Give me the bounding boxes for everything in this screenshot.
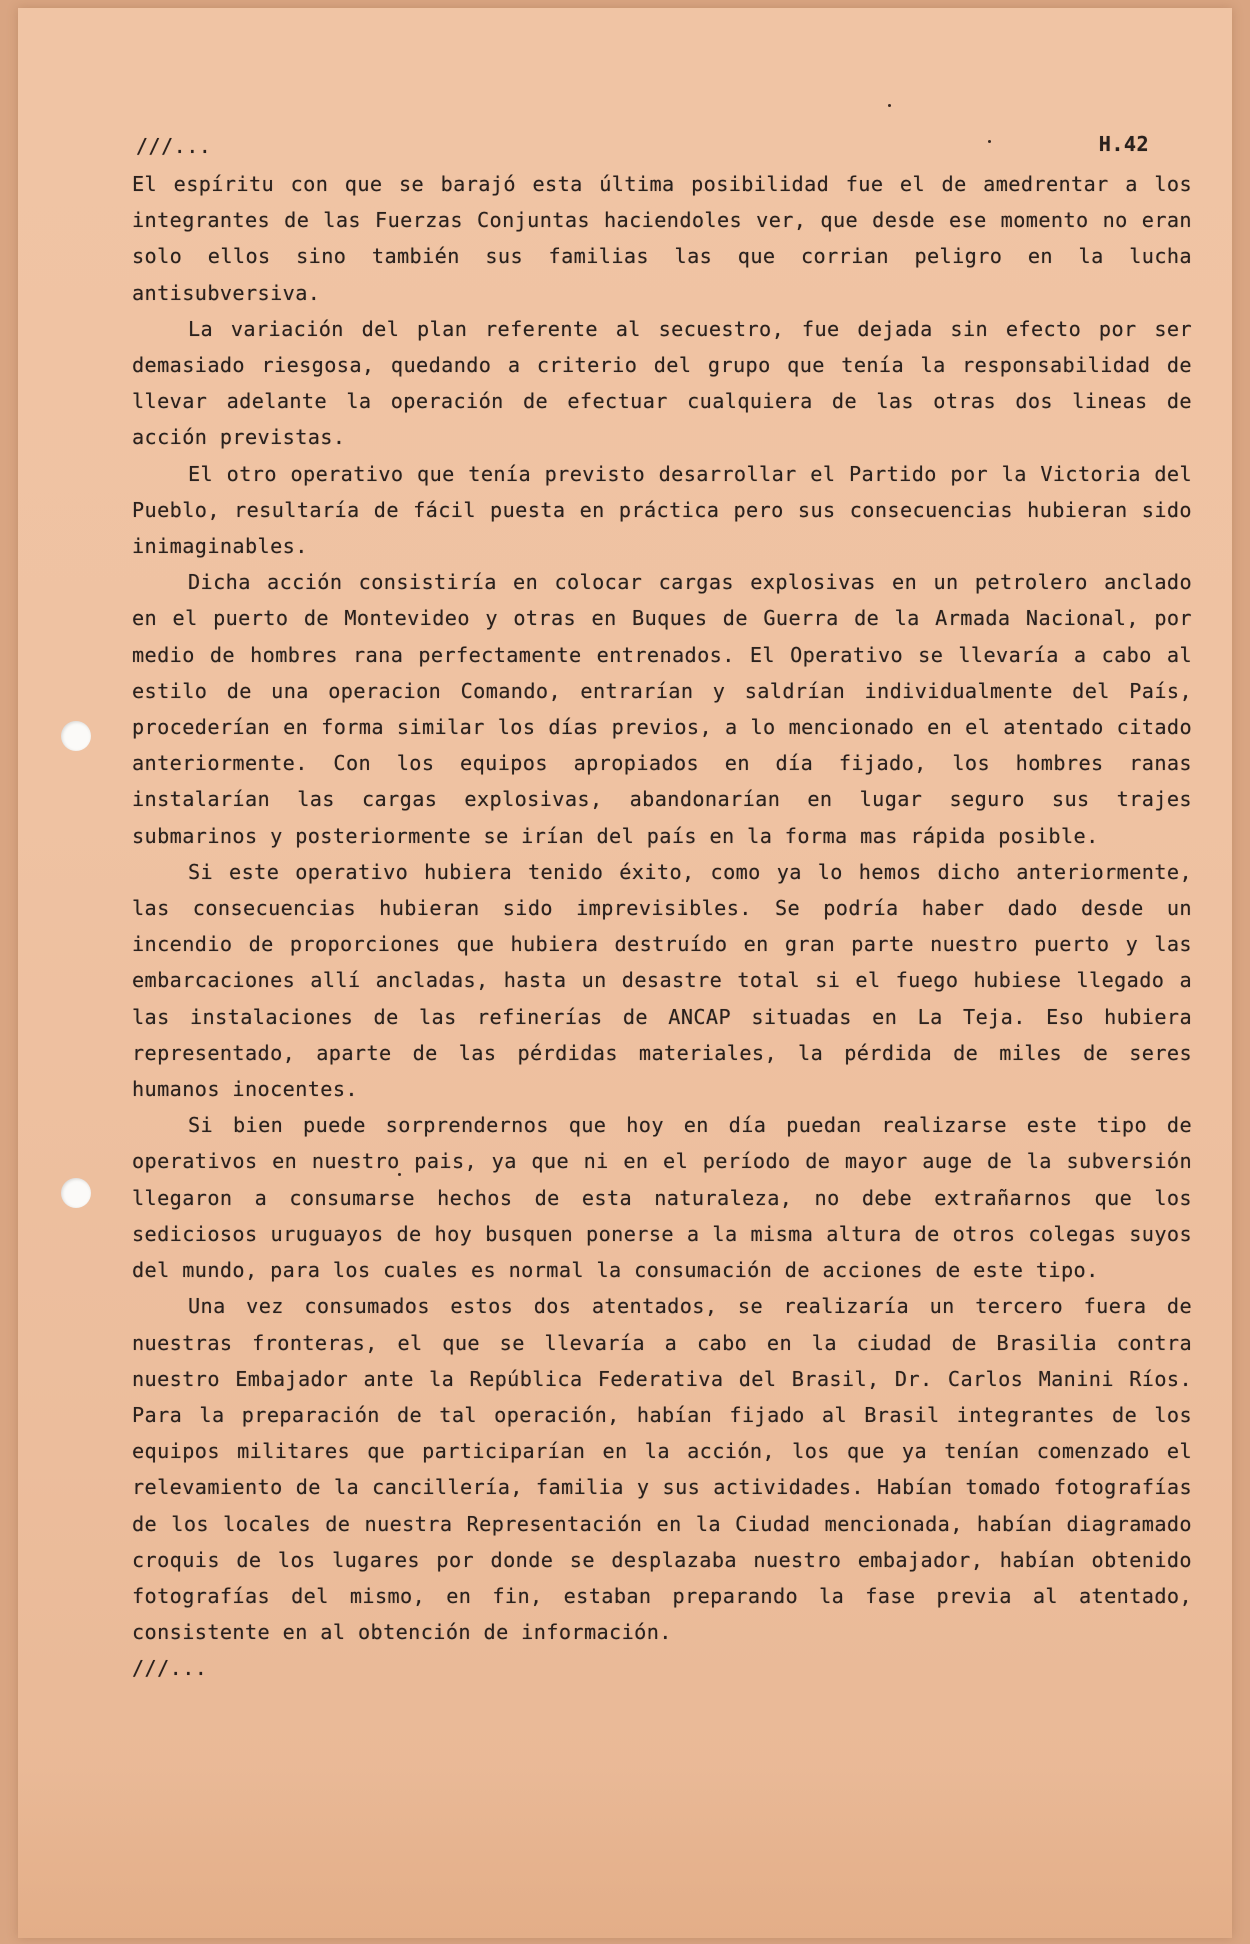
footer-continuation-mark: ///...	[132, 1656, 208, 1681]
punch-hole	[61, 1178, 91, 1208]
paragraph-1: El espíritu con que se barajó esta última posibilidad fue el de amedrentar a los integrantes de las Fuerzas Conjuntas haciendoles ver, que desde ese momento no eran solo ellos sino también sus familias las que corrian peligro en la lucha antisubversiva.	[132, 172, 1192, 305]
paragraph-5: Si este operativo hubiera tenido éxito, como ya lo hemos dicho anteriormente, las consecuencias hubieran sido imprevisibles. Se podría haber dado desde un incendio de proporciones que hubiera destruído en gran parte nuestro puerto y las embarcaciones allí ancladas, hasta un desastre total si el fuego hubiese llegado a las instalaciones de las refinerías de ANCAP situadas en La Teja. Eso hubiera representado, aparte de las pérdidas materiales, la pérdida de miles de seres humanos inocentes.	[132, 859, 1192, 1102]
punch-hole	[61, 721, 91, 751]
paragraph-3: El otro operativo que tenía previsto desarrollar el Partido por la Victoria del Pueblo, resultaría de fácil puesta en práctica pero sus consecuencias hubieran sido inimaginables.	[132, 461, 1192, 559]
header-continuation-mark: ///...	[136, 134, 212, 158]
paragraph-2: La variación del plan referente al secuestro, fue dejada sin efecto por ser demasiado riesgosa, quedando a criterio del grupo que tenía la responsabilidad de llevar adelante la operación de efectuar cualquiera de las otras dos lineas de acción previstas.	[132, 316, 1192, 450]
paragraph-4: Dicha acción consistiría en colocar cargas explosivas en un petrolero anclado en el puerto de Montevideo y otras en Buques de Guerra de la Armada Nacional, por medio de hombres rana perfectamente entrenados. El Operativo se llevaría a cabo al estilo de una operacion Comando, entrarían y saldrían individualmente del País, procederían en forma similar los días previos, a lo mencionado en el atentado citado anteriormente. Con los equipos apropiados en día fijado, los hombres ranas instalarían las cargas explosivas, abandonarían en lugar seguro sus trajes submarinos y posteriormente se irían del país en la forma mas rápida posible.	[132, 570, 1192, 848]
typewritten-text	[132, 126, 1192, 1687]
ink-speck	[888, 104, 891, 107]
page-header	[132, 126, 1192, 166]
paragraph-6: Si bien puede sorprendernos que hoy en día puedan realizarse este tipo de operativos en nuestro pais, ya que ni en el período de mayor auge de la subversión llegaron a consumarse hechos de esta naturaleza, no debe extrañarnos que los sediciosos uruguayos de hoy busquen ponerse a la misma altura de otros colegas suyos del mundo, para los cuales es normal la consumación de acciones de este tipo.	[132, 1113, 1192, 1283]
paragraph-7: Una vez consumados estos dos atentados, se realizaría un tercero fuera de nuestras fronteras, el que se llevaría a cabo en la ciudad de Brasilia contra nuestro Embajador ante la República Federativa del Brasil, Dr. Carlos Manini Ríos. Para la preparación de tal operación, habían fijado al Brasil integrantes de los equipos militares que participarían en la acción, los que ya tenían comenzado el relevamiento de la cancillería, familia y sus actividades. Habían tomado fotografías de los locales de nuestra Representación en la Ciudad mencionada, habían diagramado croquis de los lugares por donde se desplazaba nuestro embajador, habían obtenido fotografías del mismo, en fin, estaban preparando la fase previa al atentado, consistente en al obtención de información.	[132, 1294, 1192, 1645]
page-number: H.42	[1098, 132, 1149, 156]
